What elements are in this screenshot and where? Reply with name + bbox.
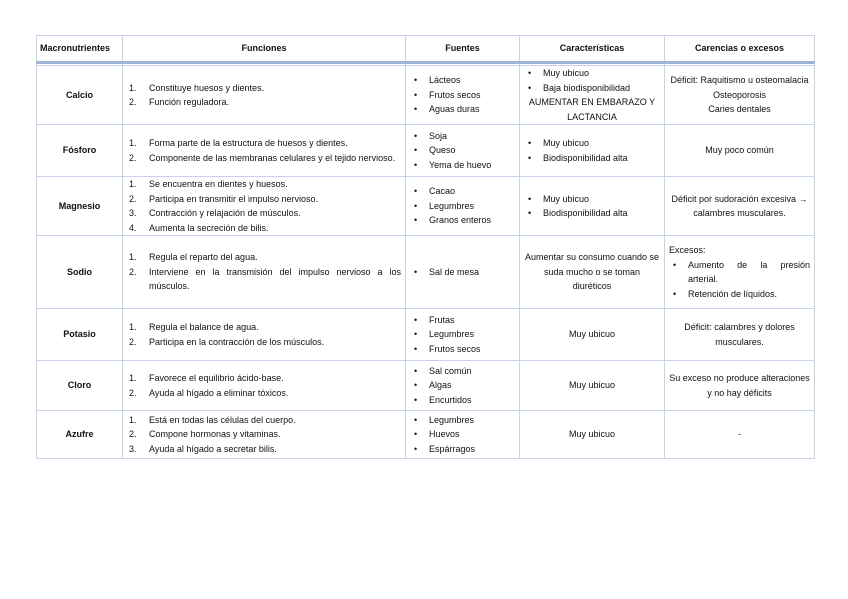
list-item: • Lácteos [414, 75, 461, 86]
list-item: • Baja biodisponibilidad [528, 82, 631, 93]
carencias-line: - [738, 429, 741, 440]
list-item: • Biodisponibilidad alta [528, 152, 628, 163]
table-row [37, 309, 815, 361]
list-item: • Encurtidos [414, 394, 472, 405]
header-carencias: Carencias o excesos [665, 36, 815, 63]
nutrient-name: Azufre [37, 411, 123, 459]
funciones-cell [123, 125, 406, 177]
fuentes-cell [406, 361, 520, 411]
carencias-cell [665, 66, 815, 125]
list-item: • Frutas [414, 314, 455, 325]
nutrient-name: Potasio [37, 309, 123, 361]
table-row [37, 361, 815, 411]
header-macronutrientes: Macronutrientes [37, 36, 123, 63]
list-item: • Algas [414, 380, 452, 391]
caracteristicas-cell [520, 309, 665, 361]
list-item: • Legumbres [414, 414, 475, 425]
funciones-cell [123, 236, 406, 309]
list-item: • Granos enteros [414, 215, 492, 226]
list-item: 1. Regula el balance de agua. [129, 322, 259, 332]
list-item: • Yema de huevo [414, 159, 492, 170]
carencias-cell [665, 411, 815, 459]
carencias-cell [665, 236, 815, 309]
carencias-line: Osteoporosis [712, 89, 767, 100]
list-item: • Sal común [414, 365, 472, 376]
funciones-cell [123, 309, 406, 361]
list-item: 2. Participa en transmitir el impulso nervioso. [129, 193, 319, 204]
caracteristicas-text: Muy ubicuo [568, 429, 616, 440]
table-row [37, 236, 815, 309]
carencias-cell [665, 361, 815, 411]
list-item: • Queso [414, 145, 456, 156]
carencias-cell [665, 177, 815, 236]
carencias-cell [665, 309, 815, 361]
list-item: • Muy ubicuo [528, 138, 590, 148]
caracteristicas-text: Muy ubicuo [568, 329, 616, 340]
list-item: 1. Constituye huesos y dientes. [129, 82, 265, 93]
fuentes-cell [406, 309, 520, 361]
list-item: • Legumbres [414, 200, 475, 211]
list-item: • Sal de mesa [414, 266, 480, 277]
list-item: • Huevos [414, 429, 460, 440]
caracteristicas-cell [520, 236, 665, 309]
list-item: 3. Ayuda al hígado a secretar bilis. [129, 443, 277, 454]
header-fuentes: Fuentes [406, 36, 520, 63]
fuentes-cell [406, 66, 520, 125]
list-item: • Frutos secos [414, 343, 481, 354]
carencias-line: Déficit: calambres y dolores musculares. [684, 322, 795, 347]
table-row [37, 177, 815, 236]
funciones-cell [123, 411, 406, 459]
fuentes-cell [406, 236, 520, 309]
list-item: • Muy ubicuo [528, 193, 590, 204]
funciones-cell [123, 66, 406, 125]
table-header-row [37, 36, 815, 63]
list-item: 1. Favorece el equilibrio ácido-base. [129, 373, 284, 383]
list-item: • Aumento de la presión arterial. [673, 259, 810, 284]
carencias-line: Caries dentales [708, 104, 771, 115]
list-item: • Frutos secos [414, 89, 481, 100]
table-row [37, 66, 815, 125]
list-item: • Legumbres [414, 329, 475, 340]
list-item: 1. Está en todas las células del cuerpo. [129, 414, 296, 425]
nutrient-name: Sodio [37, 236, 123, 309]
nutrient-name: Magnesio [37, 177, 123, 236]
list-item: 1. Regula el reparto del agua. [129, 252, 258, 263]
carencias-line: Su exceso no produce alteraciones y no hay déficits [669, 373, 810, 398]
funciones-cell [123, 361, 406, 411]
list-item: 2. Ayuda al hígado a eliminar tóxicos. [129, 387, 289, 398]
funciones-cell [123, 177, 406, 236]
fuentes-cell [406, 411, 520, 459]
table-row [37, 125, 815, 177]
list-item: • Espárragos [414, 443, 476, 454]
list-item: • Cacao [414, 186, 456, 197]
caracteristicas-text: Aumentar su consumo cuando se suda mucho o se toman diuréticos [524, 252, 660, 292]
carencias-cell [665, 125, 815, 177]
list-item: • Soja [414, 130, 448, 141]
nutrient-name: Calcio [37, 66, 123, 125]
list-item: 3. Contracción y relajación de músculos. [129, 208, 301, 218]
carencias-label: Excesos: [669, 245, 706, 255]
caracteristicas-cell [520, 125, 665, 177]
nutrient-name: Fósforo [37, 125, 123, 177]
list-item: 2. Compone hormonas y vitaminas. [129, 429, 281, 440]
header-funciones: Funciones [123, 36, 406, 63]
list-item: 1. Se encuentra en dientes y huesos. [129, 179, 288, 189]
table-row [37, 411, 815, 459]
list-item: 2. Interviene en la transmisión del impulso nervioso a los músculos. [129, 266, 401, 292]
list-item: • Aguas duras [414, 104, 480, 115]
list-item: 2. Participa en la contracción de los músculos. [129, 336, 325, 347]
caracteristicas-cell [520, 66, 665, 125]
header-caracteristicas: Características [520, 36, 665, 63]
nutrient-name: Cloro [37, 361, 123, 411]
caracteristicas-cell [520, 177, 665, 236]
list-item: • Biodisponibilidad alta [528, 208, 628, 218]
list-item: 1. Forma parte de la estructura de huesos y dientes. [129, 138, 348, 148]
carencias-line: Déficit por sudoración excesiva → calambres musculares. [671, 193, 808, 218]
carencias-line: Déficit: Raquitismo u osteomalacia [670, 75, 809, 86]
caracteristicas-cell [520, 411, 665, 459]
list-item: 2. Función reguladora. [129, 97, 230, 107]
carencias-line: Muy poco común [705, 145, 774, 156]
fuentes-cell [406, 177, 520, 236]
fuentes-cell [406, 125, 520, 177]
list-item: 4. Aumenta la secreción de bilis. [129, 222, 269, 233]
caracteristicas-note: AUMENTAR EN EMBARAZO Y LACTANCIA [528, 97, 656, 122]
caracteristicas-cell [520, 361, 665, 411]
list-item: 2. Componente de las membranas celulares y el tejido nervioso. [129, 152, 396, 163]
list-item: • Retención de líquidos. [673, 288, 778, 299]
caracteristicas-text: Muy ubicuo [568, 380, 616, 391]
macronutrients-table [36, 35, 815, 459]
list-item: • Muy ubicuo [528, 68, 590, 78]
